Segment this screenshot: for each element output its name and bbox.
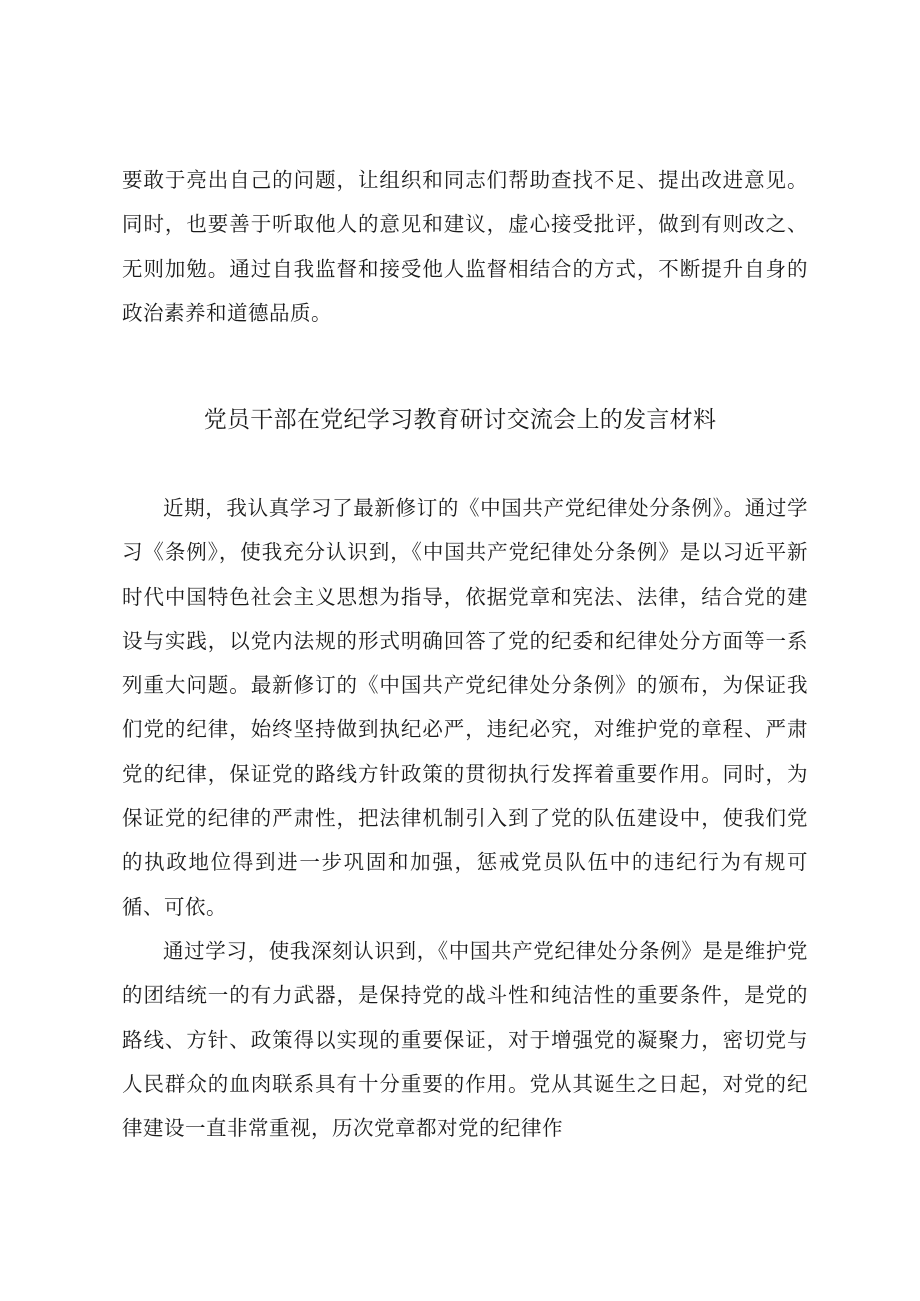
body-paragraph-1: 近期，我认真学习了最新修订的《中国共产党纪律处分条例》。通过学习《条例》，使我充分认识到，《中国共产党纪律处分条例》是以习近平新时代中国特色社会主义思想为指导，依据党章和宪法、法律，结合党的建设与实践，以党内法规的形式明确回答了党的纪委和纪律处分方面等一系列重大问题。最新修订的《中国共产党纪律处分条例》的颁布，为保证我们党的纪律，始终坚持做到执纪必严，违纪必究，对维护党的章程、严肃党的纪律，保证党的路线方针政策的贯彻执行发挥着重要作用。同时，为保证党的纪律的严肃性，把法律机制引入到了党的队伍建设中，使我们党的执政地位得到进一步巩固和加强，惩戒党员队伍中的违纪行为有规可循、可依。 [122,496,808,919]
continued-paragraph: 要敢于亮出自己的问题，让组织和同志们帮助查找不足、提出改进意见。同时，也要善于听取他人的意见和建议，虚心接受批评，做到有则改之、无则加勉。通过自我监督和接受他人监督相结合的方式，不断提升自身的政治素养和道德品质。 [122,168,808,325]
body-paragraph-2: 通过学习，使我深刻认识到，《中国共产党纪律处分条例》是是维护党的团结统一的有力武器，是保持党的战斗性和纯洁性的重要条件，是党的路线、方针、政策得以实现的重要保证，对于增强党的凝聚力，密切党与人民群众的血肉联系具有十分重要的作用。党从其诞生之日起，对党的纪律建设一直非常重视，历次党章都对党的纪律作 [122,939,808,1141]
document-title: 党员干部在党纪学习教育研讨交流会上的发言材料 [203,407,717,433]
